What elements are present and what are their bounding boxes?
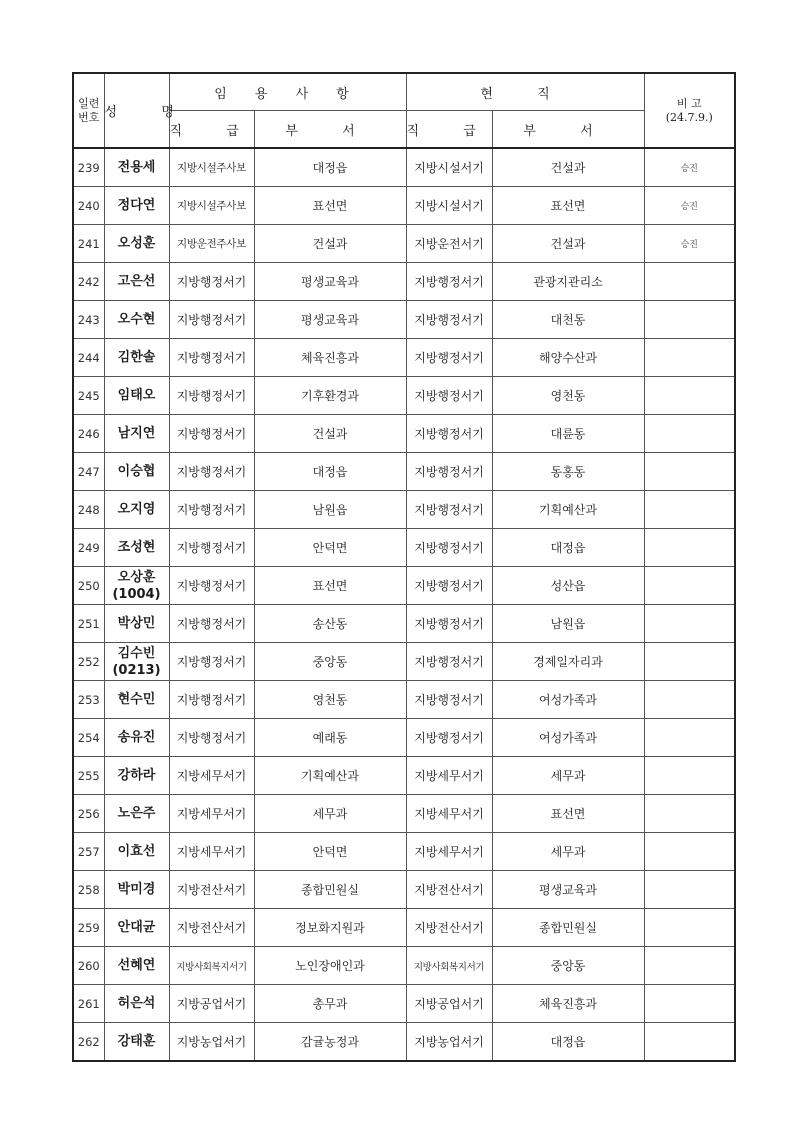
new-grade-cell: 지방행정서기	[169, 491, 254, 529]
note-cell	[644, 491, 735, 529]
new-dept-cell: 종합민원실	[254, 871, 406, 909]
name-cell: 박미경	[104, 871, 169, 909]
new-grade-cell: 지방사회복지서기	[169, 947, 254, 985]
serial-number-cell: 255	[73, 757, 104, 795]
note-cell	[644, 415, 735, 453]
note-cell	[644, 453, 735, 491]
new-grade-cell: 지방행정서기	[169, 263, 254, 301]
new-grade-cell: 지방세무서기	[169, 833, 254, 871]
name-cell: 오수현	[104, 301, 169, 339]
new-grade-cell: 지방행정서기	[169, 415, 254, 453]
serial-number-cell: 249	[73, 529, 104, 567]
current-dept-cell: 경제일자리과	[492, 643, 644, 681]
new-grade-cell: 지방전산서기	[169, 909, 254, 947]
current-grade-cell: 지방행정서기	[406, 567, 492, 605]
note-cell	[644, 757, 735, 795]
new-grade-cell: 지방행정서기	[169, 681, 254, 719]
header-new-dept: 부 서	[254, 111, 406, 149]
current-grade-cell: 지방행정서기	[406, 453, 492, 491]
current-grade-cell: 지방농업서기	[406, 1023, 492, 1062]
note-cell	[644, 985, 735, 1023]
note-cell	[644, 643, 735, 681]
current-grade-cell: 지방공업서기	[406, 985, 492, 1023]
current-dept-cell: 해양수산과	[492, 339, 644, 377]
current-dept-cell: 여성가족과	[492, 719, 644, 757]
new-dept-cell: 평생교육과	[254, 301, 406, 339]
name-cell: 정다연	[104, 187, 169, 225]
current-dept-cell: 건설과	[492, 225, 644, 263]
serial-number-cell: 258	[73, 871, 104, 909]
serial-number-cell: 251	[73, 605, 104, 643]
new-dept-cell: 평생교육과	[254, 263, 406, 301]
note-cell	[644, 909, 735, 947]
note-cell	[644, 529, 735, 567]
new-dept-cell: 안덕면	[254, 833, 406, 871]
serial-number-cell: 245	[73, 377, 104, 415]
new-dept-cell: 세무과	[254, 795, 406, 833]
note-cell	[644, 719, 735, 757]
current-dept-cell: 관광지관리소	[492, 263, 644, 301]
current-dept-cell: 중앙동	[492, 947, 644, 985]
new-dept-cell: 건설과	[254, 225, 406, 263]
table-row	[73, 757, 735, 795]
table-row	[73, 985, 735, 1023]
current-dept-cell: 영천동	[492, 377, 644, 415]
table-row	[73, 795, 735, 833]
table-row	[73, 871, 735, 909]
header-cur-dept: 부 서	[492, 111, 644, 149]
current-grade-cell: 지방행정서기	[406, 491, 492, 529]
current-grade-cell: 지방사회복지서기	[406, 947, 492, 985]
table-row	[73, 491, 735, 529]
new-dept-cell: 중앙동	[254, 643, 406, 681]
serial-number-cell: 246	[73, 415, 104, 453]
table-row	[73, 377, 735, 415]
new-dept-cell: 감귤농정과	[254, 1023, 406, 1062]
serial-number-cell: 248	[73, 491, 104, 529]
current-dept-cell: 세무과	[492, 833, 644, 871]
note-cell	[644, 377, 735, 415]
new-grade-cell: 지방행정서기	[169, 301, 254, 339]
new-dept-cell: 표선면	[254, 567, 406, 605]
new-grade-cell: 지방행정서기	[169, 529, 254, 567]
table-row	[73, 605, 735, 643]
new-grade-cell: 지방시설주사보	[169, 187, 254, 225]
table-row	[73, 719, 735, 757]
table-row	[73, 909, 735, 947]
new-grade-cell: 지방세무서기	[169, 757, 254, 795]
current-dept-cell: 성산읍	[492, 567, 644, 605]
new-grade-cell: 지방세무서기	[169, 795, 254, 833]
table-row	[73, 1023, 735, 1062]
serial-number-cell: 260	[73, 947, 104, 985]
name-cell: 강태훈	[104, 1023, 169, 1062]
header-name: 성 명	[104, 73, 169, 148]
header-appointment: 임 용 사 항	[169, 73, 406, 111]
serial-number-cell: 250	[73, 567, 104, 605]
current-dept-cell: 건설과	[492, 148, 644, 187]
name-cell: 박상민	[104, 605, 169, 643]
current-grade-cell: 지방시설서기	[406, 187, 492, 225]
current-grade-cell: 지방행정서기	[406, 301, 492, 339]
name-cell: 오성훈	[104, 225, 169, 263]
header-note	[644, 73, 735, 148]
current-dept-cell: 대정읍	[492, 1023, 644, 1062]
current-dept-cell: 동홍동	[492, 453, 644, 491]
new-dept-cell: 예래동	[254, 719, 406, 757]
new-grade-cell: 지방농업서기	[169, 1023, 254, 1062]
table-row	[73, 415, 735, 453]
current-grade-cell: 지방행정서기	[406, 605, 492, 643]
table-row	[73, 187, 735, 225]
name-cell: 송유진	[104, 719, 169, 757]
note-cell: 승진	[644, 225, 735, 263]
name-cell: 이승협	[104, 453, 169, 491]
name-cell: 오상훈 (1004)	[104, 567, 169, 605]
note-cell	[644, 605, 735, 643]
name-cell: 선혜연	[104, 947, 169, 985]
note-cell	[644, 301, 735, 339]
note-cell	[644, 871, 735, 909]
name-cell: 오지영	[104, 491, 169, 529]
name-cell: 이효선	[104, 833, 169, 871]
new-dept-cell: 송산동	[254, 605, 406, 643]
new-dept-cell: 대정읍	[254, 453, 406, 491]
new-dept-cell: 체육진흥과	[254, 339, 406, 377]
current-grade-cell: 지방행정서기	[406, 529, 492, 567]
current-dept-cell: 세무과	[492, 757, 644, 795]
name-cell: 조성현	[104, 529, 169, 567]
serial-number-cell: 261	[73, 985, 104, 1023]
current-grade-cell: 지방행정서기	[406, 643, 492, 681]
note-cell: 승진	[644, 187, 735, 225]
serial-number-cell: 239	[73, 148, 104, 187]
serial-number-cell: 244	[73, 339, 104, 377]
new-grade-cell: 지방행정서기	[169, 453, 254, 491]
table-row	[73, 453, 735, 491]
name-cell: 김수빈 (0213)	[104, 643, 169, 681]
name-cell: 노은주	[104, 795, 169, 833]
appointment-table	[72, 72, 736, 1062]
table-body	[73, 148, 735, 1061]
current-dept-cell: 대정읍	[492, 529, 644, 567]
new-grade-cell: 지방행정서기	[169, 377, 254, 415]
name-cell: 남지연	[104, 415, 169, 453]
new-dept-cell: 기후환경과	[254, 377, 406, 415]
header-serial-number: 일련 번호	[73, 73, 104, 148]
name-cell: 고은선	[104, 263, 169, 301]
table-row	[73, 263, 735, 301]
serial-number-cell: 242	[73, 263, 104, 301]
name-cell: 김한솔	[104, 339, 169, 377]
note-cell	[644, 833, 735, 871]
name-cell: 강하라	[104, 757, 169, 795]
current-grade-cell: 지방행정서기	[406, 339, 492, 377]
new-dept-cell: 정보화지원과	[254, 909, 406, 947]
table-row	[73, 643, 735, 681]
current-grade-cell: 지방시설서기	[406, 148, 492, 187]
header-cur-grade: 직 급	[406, 111, 492, 149]
serial-number-cell: 240	[73, 187, 104, 225]
serial-number-cell: 262	[73, 1023, 104, 1062]
current-dept-cell: 평생교육과	[492, 871, 644, 909]
name-cell: 임태오	[104, 377, 169, 415]
name-cell: 전용세	[104, 148, 169, 187]
note-cell	[644, 567, 735, 605]
table-row	[73, 301, 735, 339]
header-note-date: (24.7.9.)	[665, 110, 713, 124]
new-dept-cell: 남원읍	[254, 491, 406, 529]
note-cell	[644, 339, 735, 377]
table-row	[73, 529, 735, 567]
name-cell: 현수민	[104, 681, 169, 719]
new-grade-cell: 지방행정서기	[169, 643, 254, 681]
table-row	[73, 225, 735, 263]
new-grade-cell: 지방행정서기	[169, 719, 254, 757]
new-dept-cell: 총무과	[254, 985, 406, 1023]
current-grade-cell: 지방세무서기	[406, 795, 492, 833]
new-dept-cell: 안덕면	[254, 529, 406, 567]
current-dept-cell: 여성가족과	[492, 681, 644, 719]
new-dept-cell: 기획예산과	[254, 757, 406, 795]
note-cell	[644, 1023, 735, 1062]
serial-number-cell: 259	[73, 909, 104, 947]
note-cell	[644, 681, 735, 719]
new-grade-cell: 지방운전주사보	[169, 225, 254, 263]
serial-number-cell: 241	[73, 225, 104, 263]
new-grade-cell: 지방공업서기	[169, 985, 254, 1023]
new-dept-cell: 노인장애인과	[254, 947, 406, 985]
current-grade-cell: 지방행정서기	[406, 681, 492, 719]
table-row	[73, 567, 735, 605]
serial-number-cell: 252	[73, 643, 104, 681]
current-dept-cell: 대륜동	[492, 415, 644, 453]
current-grade-cell: 지방운전서기	[406, 225, 492, 263]
new-dept-cell: 건설과	[254, 415, 406, 453]
current-dept-cell: 체육진흥과	[492, 985, 644, 1023]
serial-number-cell: 257	[73, 833, 104, 871]
serial-number-cell: 254	[73, 719, 104, 757]
header-current-position: 현 직	[406, 73, 644, 111]
current-grade-cell: 지방행정서기	[406, 415, 492, 453]
header-new-grade: 직 급	[169, 111, 254, 149]
current-dept-cell: 남원읍	[492, 605, 644, 643]
current-grade-cell: 지방세무서기	[406, 833, 492, 871]
serial-number-cell: 256	[73, 795, 104, 833]
current-grade-cell: 지방행정서기	[406, 719, 492, 757]
serial-number-cell: 253	[73, 681, 104, 719]
new-grade-cell: 지방시설주사보	[169, 148, 254, 187]
current-grade-cell: 지방전산서기	[406, 871, 492, 909]
new-dept-cell: 대정읍	[254, 148, 406, 187]
table-row	[73, 681, 735, 719]
name-cell: 안대균	[104, 909, 169, 947]
new-grade-cell: 지방전산서기	[169, 871, 254, 909]
table-row	[73, 833, 735, 871]
header-note-label: 비 고	[676, 96, 702, 110]
new-dept-cell: 영천동	[254, 681, 406, 719]
note-cell	[644, 263, 735, 301]
table-row	[73, 148, 735, 187]
new-grade-cell: 지방행정서기	[169, 567, 254, 605]
serial-number-cell: 247	[73, 453, 104, 491]
name-cell: 허은석	[104, 985, 169, 1023]
current-grade-cell: 지방행정서기	[406, 263, 492, 301]
current-dept-cell: 종합민원실	[492, 909, 644, 947]
new-dept-cell: 표선면	[254, 187, 406, 225]
current-grade-cell: 지방세무서기	[406, 757, 492, 795]
note-cell	[644, 947, 735, 985]
note-cell: 승진	[644, 148, 735, 187]
current-dept-cell: 기획예산과	[492, 491, 644, 529]
table-row	[73, 339, 735, 377]
new-grade-cell: 지방행정서기	[169, 605, 254, 643]
current-grade-cell: 지방행정서기	[406, 377, 492, 415]
current-grade-cell: 지방전산서기	[406, 909, 492, 947]
current-dept-cell: 표선면	[492, 795, 644, 833]
current-dept-cell: 대천동	[492, 301, 644, 339]
current-dept-cell: 표선면	[492, 187, 644, 225]
table-row	[73, 947, 735, 985]
new-grade-cell: 지방행정서기	[169, 339, 254, 377]
serial-number-cell: 243	[73, 301, 104, 339]
note-cell	[644, 795, 735, 833]
